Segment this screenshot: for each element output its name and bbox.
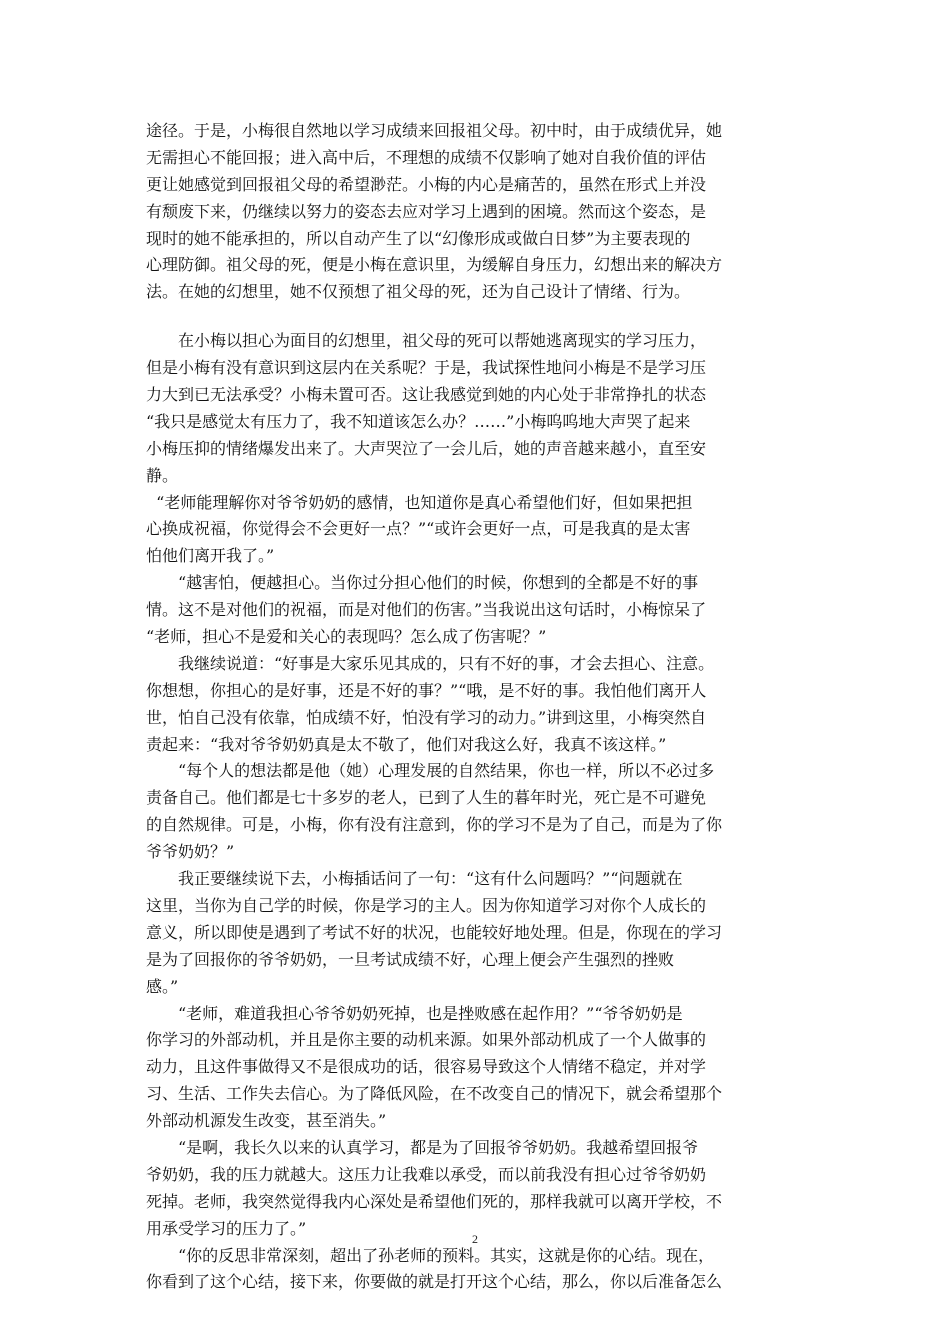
text-line: 意义，所以即使是遇到了考试不好的状况，也能较好地处理。但是，你现在的学习 [146, 922, 723, 942]
text-line: “每个人的想法都是他（她）心理发展的自然结果，你也一样，所以不必过多 [146, 761, 715, 781]
text-line: 外部动机源发生改变，甚至消失。” [146, 1111, 387, 1131]
text-line: 用承受学习的压力了。” [146, 1218, 307, 1238]
text-line: 责备自己。他们都是七十多岁的老人，已到了人生的暮年时光，死亡是不可避免 [146, 788, 707, 808]
text-line: 爷奶奶，我的压力就越大。这压力让我难以承受，而以前我没有担心过爷爷奶奶 [146, 1164, 707, 1184]
text-line: 但是小梅有没有意识到这层内在关系呢？于是，我试探性地问小梅是不是学习压 [146, 358, 707, 378]
text-line: 是为了回报你的爷爷奶奶，一旦考试成绩不好，心理上便会产生强烈的挫败 [146, 949, 675, 969]
paragraph [146, 1135, 806, 1243]
text-line: 小梅压抑的情绪爆发出来了。大声哭泣了一会儿后，她的声音越来越小，直至安 [146, 438, 707, 458]
text-line: 你学习的外部动机，并且是你主要的动机来源。如果外部动机成了一个人做事的 [146, 1030, 707, 1050]
text-line: 情。这不是对他们的祝福，而是对他们的伤害。”当我说出这句话时，小梅惊呆了 [146, 600, 707, 620]
text-line: “我只是感觉太有压力了，我不知道该怎么办？……”小梅呜呜地大声哭了起来 [146, 411, 691, 431]
paragraph [146, 866, 806, 1000]
text-line: “老师，担心不是爱和关心的表现吗？怎么成了伤害呢？” [146, 627, 547, 647]
text-line: 现时的她不能承担的，所以自动产生了以“幻像形成或做白日梦”为主要表现的 [146, 228, 691, 248]
text-line: 力大到已无法承受？小梅未置可否。这让我感觉到她的内心处于非常挣扎的状态 [146, 385, 707, 405]
page-number: 2 [472, 1232, 478, 1246]
text-line: 心理防御。祖父母的死，便是小梅在意识里，为缓解自身压力，幻想出来的解决方 [146, 255, 723, 275]
text-line: 爷爷奶奶？” [146, 842, 235, 862]
paragraph [146, 758, 806, 866]
text-line: 我继续说道：“好事是大家乐见其成的，只有不好的事，才会去担心、注意。 [146, 653, 715, 673]
paragraph [146, 651, 806, 759]
text-line: “越害怕，便越担心。当你过分担心他们的时候，你想到的全都是不好的事 [146, 573, 699, 593]
text-line: 怕他们离开我了。” [146, 546, 275, 566]
text-line: 责起来：“我对爷爷奶奶真是太不敬了，他们对我这么好，我真不该这样。” [146, 734, 667, 754]
paragraph [146, 328, 806, 489]
text-line: 你看到了这个心结，接下来，你要做的就是打开这个心结，那么，你以后准备怎么 [146, 1272, 723, 1292]
text-line: 死掉。老师，我突然觉得我内心深处是希望他们死的，那样我就可以离开学校，不 [146, 1191, 723, 1211]
text-line: 你想想，你担心的是好事，还是不好的事？”“哦，是不好的事。我怕他们离开人 [146, 680, 707, 700]
text-line: 这里，当你为自己学的时候，你是学习的主人。因为你知道学习对你个人成长的 [146, 895, 707, 915]
text-line: 无需担心不能回报；进入高中后，不理想的成绩不仅影响了她对自我价值的评估 [146, 147, 707, 167]
paragraph [146, 1001, 806, 1135]
text-line: 法。在她的幻想里，她不仅预想了祖父母的死，还为自己设计了情绪、行为。 [146, 282, 691, 302]
text-line: “老师，难道我担心爷爷奶奶死掉，也是挫败感在起作用？”“爷爷奶奶是 [146, 1003, 683, 1023]
text-line: 动力，且这件事做得又不是很成功的话，很容易导致这个人情绪不稳定，并对学 [146, 1057, 707, 1077]
text-line: 我正要继续说下去，小梅插话问了一句：“这有什么问题吗？”“问题就在 [146, 869, 683, 889]
body-text [146, 118, 806, 1296]
text-line: “是啊，我长久以来的认真学习，都是为了回报爷爷奶奶。我越希望回报爷 [146, 1137, 699, 1157]
text-line: 的自然规律。可是，小梅，你有没有注意到，你的学习不是为了自己，而是为了你 [146, 815, 723, 835]
text-line: 世，怕自己没有依靠，怕成绩不好，怕没有学习的动力。”讲到这里，小梅突然自 [146, 707, 707, 727]
text-line: 在小梅以担心为面目的幻想里，祖父母的死可以帮她逃离现实的学习压力， [146, 331, 707, 351]
text-line: 有颓废下来，仍继续以努力的姿态去应对学习上遇到的困境。然而这个姿态，是 [146, 201, 707, 221]
text-line: 静。 [146, 465, 179, 485]
paragraph [146, 570, 806, 651]
text-line: 途径。于是，小梅很自然地以学习成绩来回报祖父母。初中时，由于成绩优异，她 [146, 121, 723, 140]
text-line: “你的反思非常深刻，超出了孙老师的预料。其实，这就是你的心结。现在， [146, 1245, 715, 1265]
text-line: 更让她感觉到回报祖父母的希望渺茫。小梅的内心是痛苦的，虽然在形式上并没 [146, 174, 707, 194]
paragraph-gap [146, 306, 806, 328]
text-line: 习、生活、工作失去信心。为了降低风险，在不改变自己的情况下，就会希望那个 [146, 1084, 723, 1104]
paragraph [146, 490, 806, 571]
text-line: “老师能理解你对爷爷奶奶的感情，也知道你是真心希望他们好，但如果把担 [146, 492, 693, 512]
paragraph [146, 1243, 806, 1297]
text-line: 心换成祝福，你觉得会不会更好一点？”“或许会更好一点，可是我真的是太害 [146, 519, 691, 539]
text-line: 感。” [146, 976, 179, 996]
paragraph [146, 118, 806, 306]
